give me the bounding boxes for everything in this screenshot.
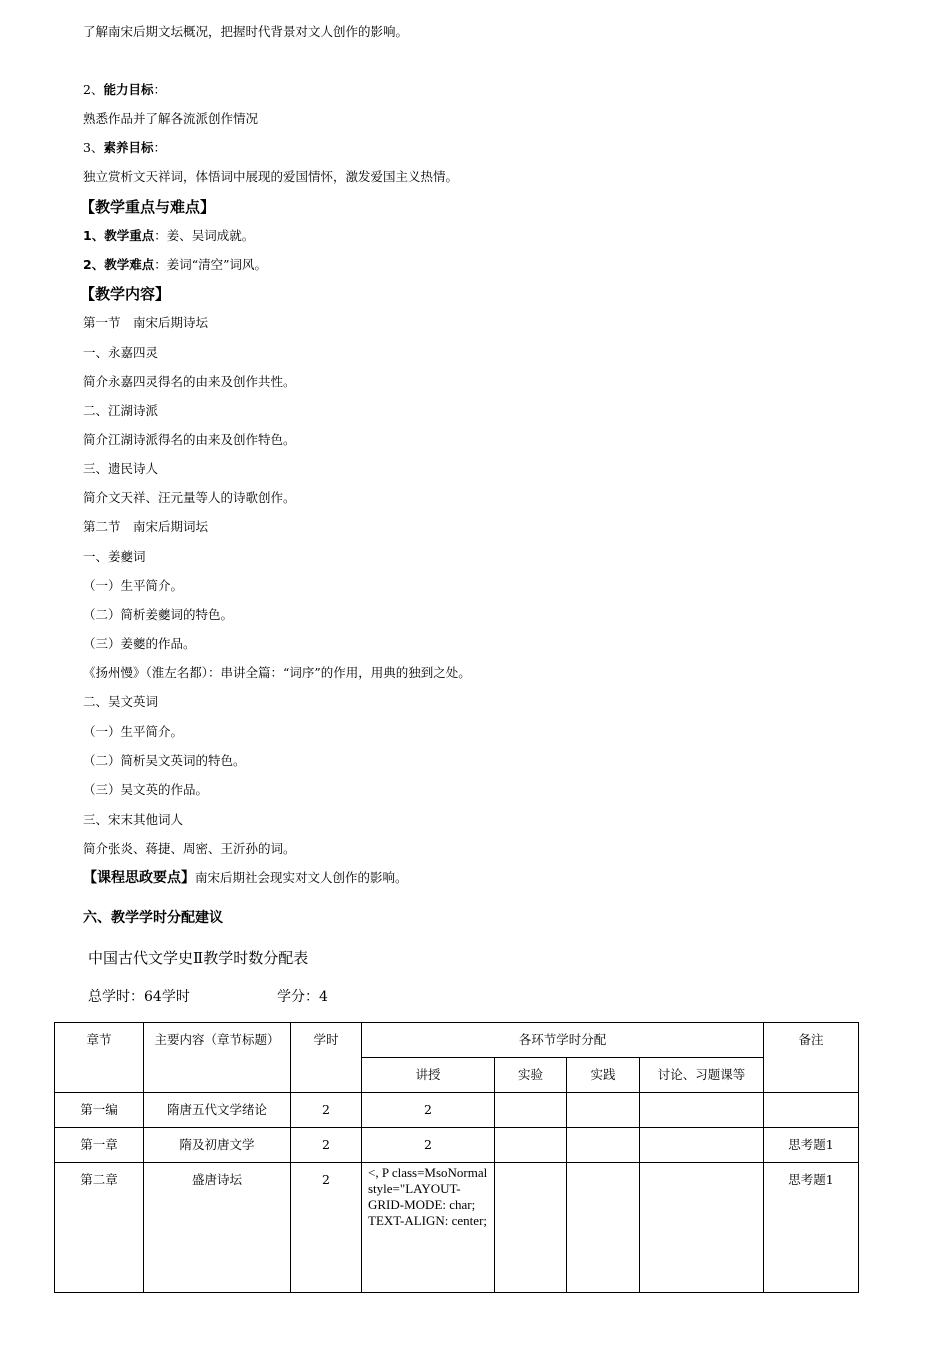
cell-hours: 2	[291, 1093, 362, 1128]
cell-hours: 2	[291, 1163, 362, 1293]
content-line: （二）简析姜夔词的特色。	[83, 607, 234, 622]
cell-practice	[567, 1128, 640, 1163]
table-title: 中国古代文学史Ⅱ教学时数分配表	[88, 949, 309, 967]
ideology-label: 【课程思政要点】	[83, 870, 195, 886]
content-line: 一、姜夔词	[83, 549, 146, 564]
content-line: （二）简析吴文英词的特色。	[83, 753, 246, 768]
content-line: 二、吴文英词	[83, 694, 159, 709]
header-discussion: 讨论、习题课等	[640, 1058, 764, 1093]
key-point-1-text: ：姜、吴词成就。	[154, 228, 255, 243]
content-line: 第一节 南宋后期诗坛	[83, 315, 209, 330]
key-point-2	[83, 257, 267, 273]
cell-practice	[567, 1093, 640, 1128]
key-points-heading: 【教学重点与难点】	[80, 198, 216, 216]
cell-discussion	[640, 1163, 764, 1293]
cell-notes: 思考题1	[764, 1128, 859, 1163]
cell-chapter: 第一章	[55, 1128, 144, 1163]
content-line: 三、遗民诗人	[83, 461, 159, 476]
page-bottom-margin	[0, 1303, 951, 1347]
content-line: （一）生平简介。	[83, 724, 184, 739]
cell-notes: 思考题1	[764, 1163, 859, 1293]
key-point-2-text: ：姜词“清空”词风。	[154, 257, 267, 272]
cell-discussion	[640, 1128, 764, 1163]
ability-goal-text: 熟悉作品并了解各流派创作情况	[83, 111, 259, 126]
header-hours: 学时	[291, 1023, 362, 1093]
header-allocation: 各环节学时分配	[362, 1023, 764, 1058]
table-row	[55, 1093, 859, 1128]
cell-content: 盛唐诗坛	[144, 1163, 291, 1293]
table-header-row	[55, 1023, 859, 1058]
key-point-1	[83, 228, 254, 244]
header-content: 主要内容（章节标题）	[144, 1023, 291, 1093]
quality-colon: ：	[153, 140, 166, 155]
content-line: 一、永嘉四灵	[83, 345, 159, 360]
cell-lecture: <, P class=MsoNormal style="LAYOUT-GRID-MODE: char; TEXT-ALIGN: center;	[362, 1163, 495, 1293]
content-line: 三、宋末其他词人	[83, 812, 184, 827]
ability-colon: ：	[153, 82, 166, 97]
ideology-point	[83, 870, 408, 886]
quality-goal-heading	[83, 140, 166, 156]
section-6-heading: 六、教学学时分配建议	[83, 910, 223, 926]
cell-practice	[567, 1163, 640, 1293]
header-chapter: 章节	[55, 1023, 144, 1093]
cell-chapter: 第二章	[55, 1163, 144, 1293]
content-line: （三）吴文英的作品。	[83, 782, 209, 797]
cell-experiment	[495, 1163, 567, 1293]
content-line: 简介文天祥、汪元量等人的诗歌创作。	[83, 490, 296, 505]
cell-experiment	[495, 1128, 567, 1163]
cell-lecture: 2	[362, 1093, 495, 1128]
cell-lecture: 2	[362, 1128, 495, 1163]
ideology-text: 南宋后期社会现实对文人创作的影响。	[195, 870, 408, 885]
cell-hours: 2	[291, 1128, 362, 1163]
total-hours: 总学时：64学时	[88, 989, 190, 1005]
content-heading: 【教学内容】	[80, 285, 171, 303]
ability-number: 2、	[83, 82, 104, 97]
content-line: （一）生平简介。	[83, 578, 184, 593]
header-lecture: 讲授	[362, 1058, 495, 1093]
content-line: 简介永嘉四灵得名的由来及创作共性。	[83, 374, 296, 389]
ability-goal-heading	[83, 82, 166, 98]
content-line: 简介张炎、蒋捷、周密、王沂孙的词。	[83, 841, 296, 856]
quality-goal-text: 独立赏析文天祥词，体悟词中展现的爱国情怀，激发爱国主义热情。	[83, 169, 459, 184]
header-experiment: 实验	[495, 1058, 567, 1093]
content-line: 二、江湖诗派	[83, 403, 159, 418]
header-practice: 实践	[567, 1058, 640, 1093]
key-point-2-label: 2、教学难点	[83, 257, 155, 272]
content-line: 简介江湖诗派得名的由来及创作特色。	[83, 432, 296, 447]
content-line: 第二节 南宋后期词坛	[83, 519, 209, 534]
quality-label: 素养目标	[103, 140, 154, 155]
key-point-1-label: 1、教学重点	[83, 228, 155, 243]
cell-experiment	[495, 1093, 567, 1128]
cell-notes	[764, 1093, 859, 1128]
hours-allocation-table	[54, 1022, 859, 1293]
cell-discussion	[640, 1093, 764, 1128]
objective-text: 了解南宋后期文坛概况，把握时代背景对文人创作的影响。	[83, 24, 409, 39]
cell-content: 隋及初唐文学	[144, 1128, 291, 1163]
credits: 学分：4	[277, 989, 328, 1005]
cell-content: 隋唐五代文学绪论	[144, 1093, 291, 1128]
table-row	[55, 1163, 859, 1293]
ability-label: 能力目标	[103, 82, 154, 97]
table-row	[55, 1128, 859, 1163]
content-line: （三）姜夔的作品。	[83, 636, 196, 651]
quality-number: 3、	[83, 140, 104, 155]
cell-chapter: 第一编	[55, 1093, 144, 1128]
header-notes: 备注	[764, 1023, 859, 1093]
content-line: 《扬州慢》（淮左名都）：串讲全篇：“词序”的作用，用典的独到之处。	[83, 665, 471, 680]
